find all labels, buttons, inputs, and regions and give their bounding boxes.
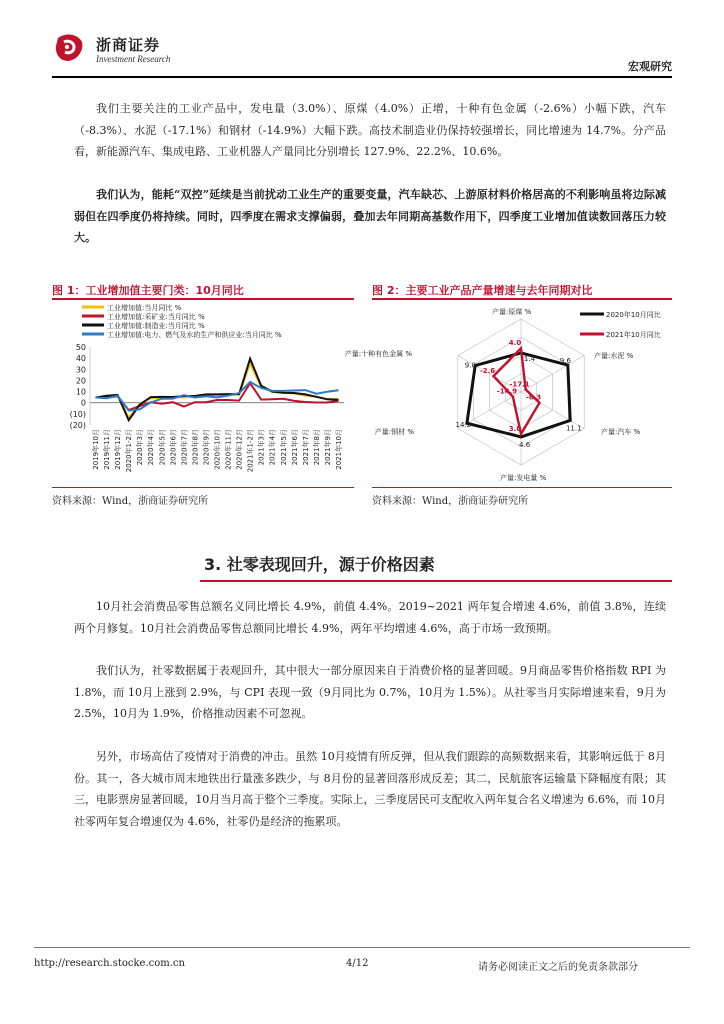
- x-tick-label: 2020年4月: [147, 429, 156, 466]
- radar-data-label: 14.2: [455, 421, 472, 430]
- y-tick-label: (10): [69, 409, 86, 419]
- series-line: [96, 382, 339, 411]
- radar-data-label: 3.0: [508, 424, 522, 433]
- radar-axis-label: 产量:十种有色金属 %: [344, 350, 412, 358]
- radar-data-label: 4.0: [508, 339, 522, 348]
- x-tick-label: 2019年10月: [92, 429, 101, 470]
- radar-data-label: -14.9: [496, 387, 518, 396]
- report-category: 宏观研究: [628, 60, 672, 73]
- x-tick-label: 2020年6月: [169, 429, 178, 466]
- radar-axis-label: 产量:钢材 %: [374, 428, 414, 436]
- figure2-bottom-rule: [372, 487, 672, 488]
- radar-data-label: 11.1: [565, 424, 582, 433]
- radar-data-label: -2.6: [479, 367, 496, 376]
- x-tick-label: 2020年3月: [136, 429, 145, 466]
- x-tick-label: 2021年3月: [257, 429, 266, 466]
- legend-label: 工业增加值:电力、燃气及水的生产和供应业:当月同比 %: [107, 331, 282, 339]
- radar-data-label: -17.1: [509, 380, 530, 389]
- paragraph-retail-sales: 10月社会消费品零售总额名义同比增长 4.9%，前值 4.4%。2019~2021 两年复合增速 4.6%，前值 3.8%，连续两个月修复。10月社会消费品零售总额同比增长 4.9%，两年平均增速 4.6%，高于市场一致预期。: [74, 600, 666, 635]
- radar-data-label: 4.6: [519, 440, 531, 449]
- radar-axis-label: 产量:水泥 %: [594, 352, 634, 360]
- y-tick-label: 40: [75, 354, 86, 364]
- figure1-line-chart: [52, 300, 352, 486]
- radar-data-label: -8.3: [525, 393, 542, 402]
- radar-data-label: 9.0: [464, 361, 476, 370]
- paragraph-industrial-products: 我们主要关注的工业产品中，发电量（3.0%）、原煤（4.0%）正增，十种有色金属（-2.6%）小幅下跌，汽车（-8.3%）、水泥（-17.1%）和钢材（-14.9%）大幅下跌。高技术制造业仍保持较强增长，同比增速为 14.7%。分产品看，新能源汽车、集成电路、工业机器人产量同比分别增长 127.9%、22.2%、10.6%。: [74, 102, 666, 158]
- x-tick-label: 2020年7月: [180, 429, 189, 466]
- legend-label: 2020年10月同比: [606, 311, 661, 319]
- logo-english-name: Investment Research: [96, 54, 171, 64]
- x-tick-label: 2020年8月: [191, 429, 200, 466]
- radar-axis-label: 产量:原煤 %: [492, 308, 532, 316]
- figure1-source: 资料来源：Wind，浙商证券研究所: [52, 496, 209, 507]
- figure1-title: 图 1：工业增加值主要门类：10月同比: [52, 284, 244, 297]
- section-3-rule: [200, 580, 672, 582]
- footer-divider: [34, 947, 690, 948]
- x-tick-label: 2020年12月: [235, 429, 244, 470]
- logo-chinese-name: 浙商证券: [96, 36, 161, 54]
- x-tick-label: 2019年12月: [114, 429, 123, 470]
- x-tick-label: 2020年11月: [224, 429, 233, 470]
- company-logo-icon: [52, 30, 86, 64]
- radar-axis-label: 产量:发电量 %: [500, 474, 547, 482]
- x-tick-label: 2019年11月: [103, 429, 112, 470]
- x-tick-label: 2020年9月: [202, 429, 211, 466]
- y-tick-label: 0: [80, 398, 86, 408]
- x-tick-label: 2021年4月: [268, 429, 277, 466]
- x-tick-label: 2021年1-2月: [246, 429, 255, 473]
- y-tick-label: 20: [75, 376, 86, 386]
- x-tick-label: 2021年8月: [312, 429, 321, 466]
- figure2-title: 图 2：主要工业产品产量增速与去年同期对比: [372, 284, 593, 297]
- x-tick-label: 2021年5月: [279, 429, 288, 466]
- paragraph-epidemic-impact: 另外，市场高估了疫情对于消费的冲击。虽然 10月疫情有所反弹，但从我们跟踪的高频数据来看，其影响远低于 8月份。其一，各大城市周末地铁出行量涨多跌少，与 8月份的显著回落形成反差；其二，民航旅客运输量下降幅度有限；其三，电影票房显著回暖，10月当月高于整个三季度。实际上，三季度居民可支配收入两年复合名义增速为 6.6%，而 10月社零两年复合增速仅为 4.6%，社零仍是经济的拖累项。: [74, 750, 666, 828]
- y-tick-label: 30: [75, 365, 86, 375]
- y-tick-label: (20): [69, 421, 86, 430]
- figure1-bottom-rule: [52, 487, 354, 488]
- x-tick-label: 2021年10月: [334, 429, 343, 470]
- paragraph-price-factor: 我们认为，社零数据属于表观回升，其中很大一部分原因来自于消费价格的显著回暖。9月商品零售价格指数 RPI 为 1.8%，而 10月上涨到 2.9%，与 CPI 表现一致（9月同比为 0.7%，10月为 1.5%）。从社零当月实际增速来看，9月为 2.5%，10月为 1.9%，价格推动因素不可忽视。: [74, 664, 666, 720]
- paragraph-view: 我们认为，能耗“双控”延续是当前扰动工业生产的重要变量，汽车缺芯、上游原材料价格居高的不利影响虽将边际减弱但在四季度仍将持续。同时，四季度在需求支撑偏弱，叠加去年同期高基数作用下，四季度工业增加值读数回落压力较大。: [74, 188, 666, 244]
- x-tick-label: 2020年1-2月: [125, 429, 134, 473]
- page-number: 4/12: [346, 958, 369, 969]
- legend-label: 工业增加值:采矿业:当月同比 %: [107, 313, 205, 321]
- legend-label: 工业增加值:当月同比 %: [107, 304, 182, 312]
- y-tick-label: 50: [75, 343, 86, 352]
- figure2-radar-chart: [344, 300, 672, 486]
- x-tick-label: 2021年7月: [301, 429, 310, 466]
- footer-url[interactable]: http://research.stocke.com.cn: [34, 958, 185, 969]
- section-3-title: 3. 社零表现回升，源于价格因素: [204, 555, 435, 574]
- footer-disclaimer: 请务必阅读正文之后的免责条款部分: [478, 962, 638, 973]
- legend-label: 工业增加值:制造业:当月同比 %: [107, 322, 205, 330]
- x-tick-label: 2021年9月: [323, 429, 332, 466]
- x-tick-label: 2020年5月: [158, 429, 167, 466]
- x-tick-label: 2020年10月: [213, 429, 222, 470]
- radar-axis-label: 产量:汽车 %: [601, 428, 641, 436]
- x-tick-label: 2021年6月: [290, 429, 299, 466]
- y-tick-label: 10: [75, 387, 86, 397]
- radar-data-label: 1.4: [523, 354, 535, 363]
- figure2-source: 资料来源：Wind，浙商证券研究所: [372, 496, 529, 507]
- radar-data-label: 9.6: [559, 356, 571, 365]
- header-divider: [52, 76, 672, 78]
- legend-label: 2021年10月同比: [606, 331, 661, 339]
